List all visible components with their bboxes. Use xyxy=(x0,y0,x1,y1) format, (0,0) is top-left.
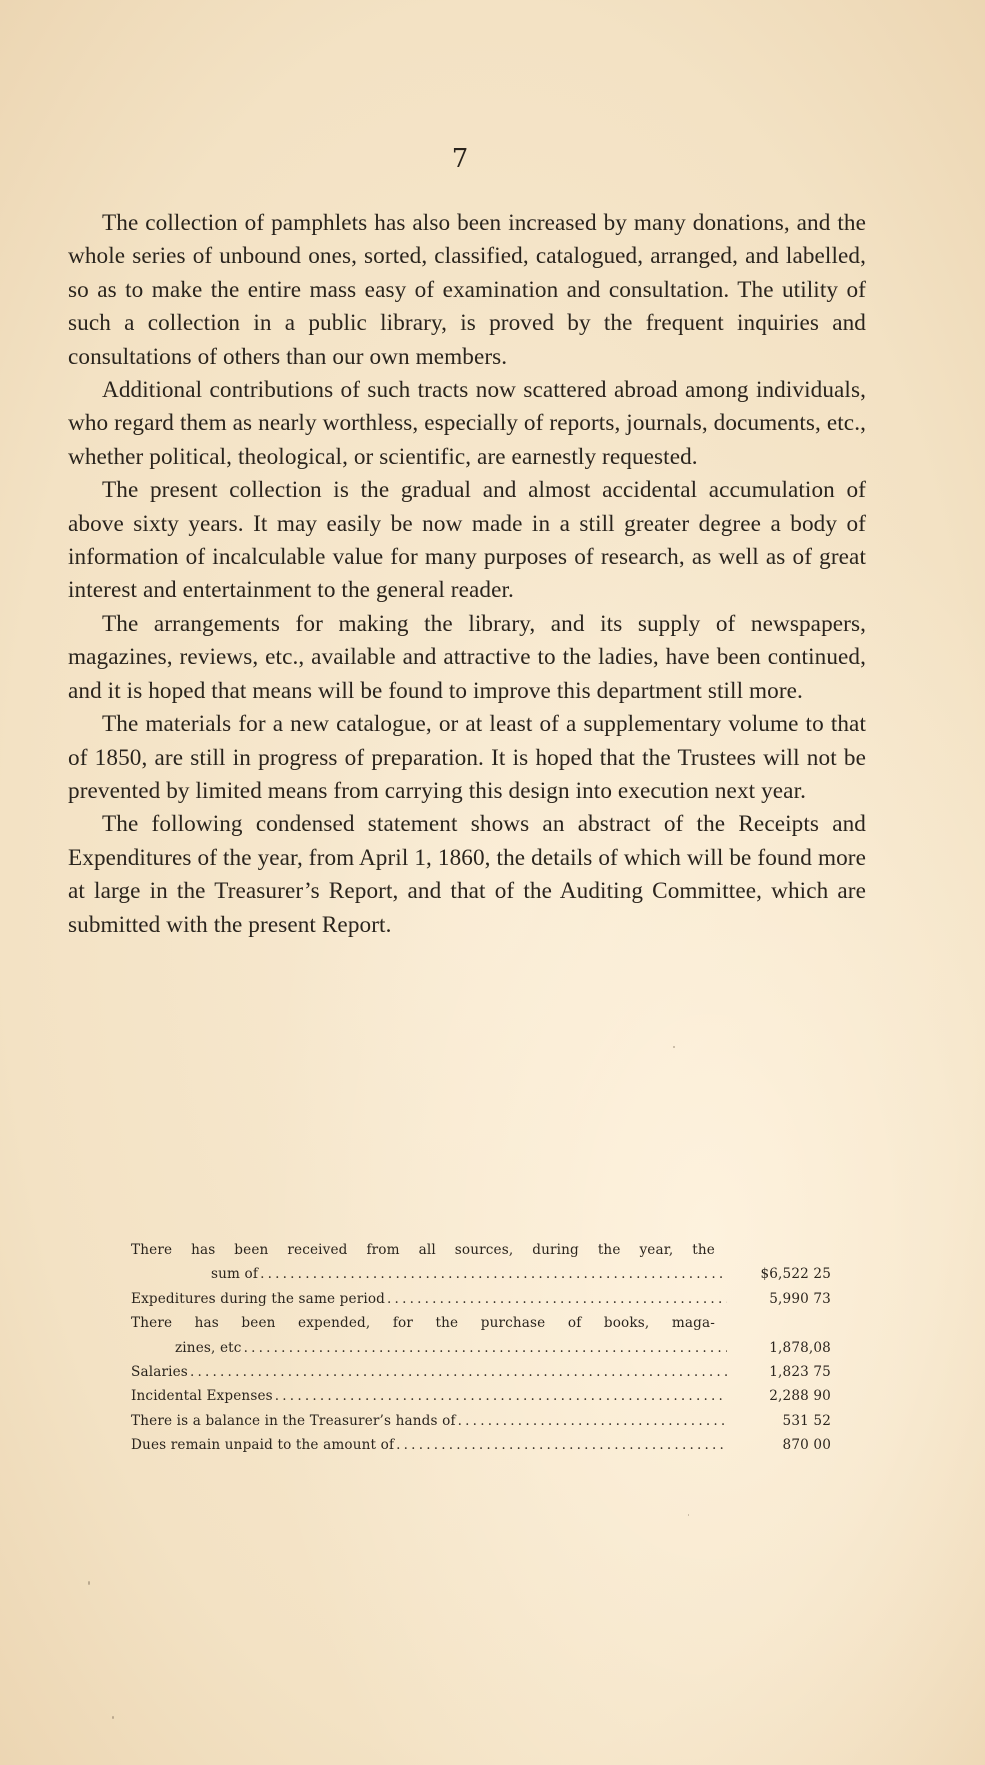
dot-leader xyxy=(396,1433,727,1457)
dot-leader xyxy=(387,1287,727,1311)
received-label: sum of xyxy=(211,1266,259,1283)
body-text xyxy=(68,207,866,942)
dues-label: Dues remain unpaid to the amount of xyxy=(131,1437,395,1454)
paper-speck xyxy=(688,1514,689,1516)
balance-label: There is a balance in the Treasurer’s hands of xyxy=(131,1412,456,1429)
dot-leader xyxy=(458,1409,727,1433)
abstract-row-expenditures xyxy=(131,1287,831,1311)
abstract-row-received-intro xyxy=(131,1238,831,1262)
abstract-row-books-intro xyxy=(131,1311,831,1335)
abstract-row-balance xyxy=(131,1409,831,1433)
abstract-row-books xyxy=(131,1336,831,1360)
incidental-amount: 2,288 90 xyxy=(769,1388,831,1405)
paragraph-statement: The following condensed statement shows an abstract of the Receipts and Expenditures of the year, from April 1, 1860, the details of which will be found more at large in the Treasurer’s Report, and that of the Auditing Committee, which are submitted with the present Report. xyxy=(68,811,866,938)
salaries-label: Salaries xyxy=(131,1364,188,1381)
paragraph-contributions: Additional contributions of such tracts now scattered abroad among individuals, who regard them as nearly worthless, especially of reports, journals, documents, etc., whether political, theological, or scientific, are earnestly requested. xyxy=(68,377,866,470)
page-number: 7 xyxy=(451,144,469,174)
expenditures-label: Expeditures during the same period xyxy=(131,1290,386,1307)
balance-amount: 531 52 xyxy=(782,1412,831,1429)
abstract-row-dues xyxy=(131,1433,831,1457)
abstract-row-salaries xyxy=(131,1360,831,1384)
paragraph-pamphlets: The collection of pamphlets has also been increased by many donations, and the whole series of unbound ones, sorted, classified, catalogued, arranged, and labelled, so as to make the entire mass easy of examination and consultation. The utility of such a collection in a public library, is proved by the frequent inquiries and consultations of others than our own members. xyxy=(68,210,866,370)
expenditures-amount: 5,990 73 xyxy=(769,1290,831,1307)
received-intro-text: There has been received from all sources, during the year, the xyxy=(131,1242,715,1258)
received-amount: $6,522 25 xyxy=(760,1266,831,1283)
paragraph-present-collection: The present collection is the gradual and almost accidental accumulation of above sixty years. It may easily be now made in a still greater degree a body of information of incalculable value for many purposes of research, as well as of great interest and entertainment to the general reader. xyxy=(68,477,866,604)
paper-speck xyxy=(112,1716,114,1719)
dot-leader xyxy=(244,1336,727,1360)
financial-abstract xyxy=(131,1238,831,1458)
books-label: zines, etc xyxy=(175,1339,242,1356)
dues-amount: 870 00 xyxy=(782,1437,831,1454)
paragraph-arrangements: The arrangements for making the library, and its supply of newspapers, magazines, reviews, etc., available and attractive to the ladies, have been continued, and it is hoped that means will be found to improve this department still more. xyxy=(68,610,866,704)
dot-leader xyxy=(190,1360,727,1384)
salaries-amount: 1,823 75 xyxy=(769,1364,831,1381)
books-amount: 1,878,08 xyxy=(769,1339,831,1356)
abstract-row-received xyxy=(131,1262,831,1286)
paragraph-catalogue: The materials for a new catalogue, or at least of a supplementary volume to that of 1850, are still in progress of preparation. It is hoped that the Trustees will not be prevented by limited means from carrying this design into execution next year. xyxy=(68,711,866,804)
paper-speck xyxy=(673,1046,675,1048)
paper-speck xyxy=(88,1581,90,1585)
dot-leader xyxy=(275,1384,727,1408)
books-intro-text: There has been expended, for the purchase of books, maga- xyxy=(131,1315,715,1332)
dot-leader xyxy=(260,1262,727,1286)
abstract-row-incidental xyxy=(131,1384,831,1408)
incidental-label: Incidental Expenses xyxy=(131,1388,273,1405)
